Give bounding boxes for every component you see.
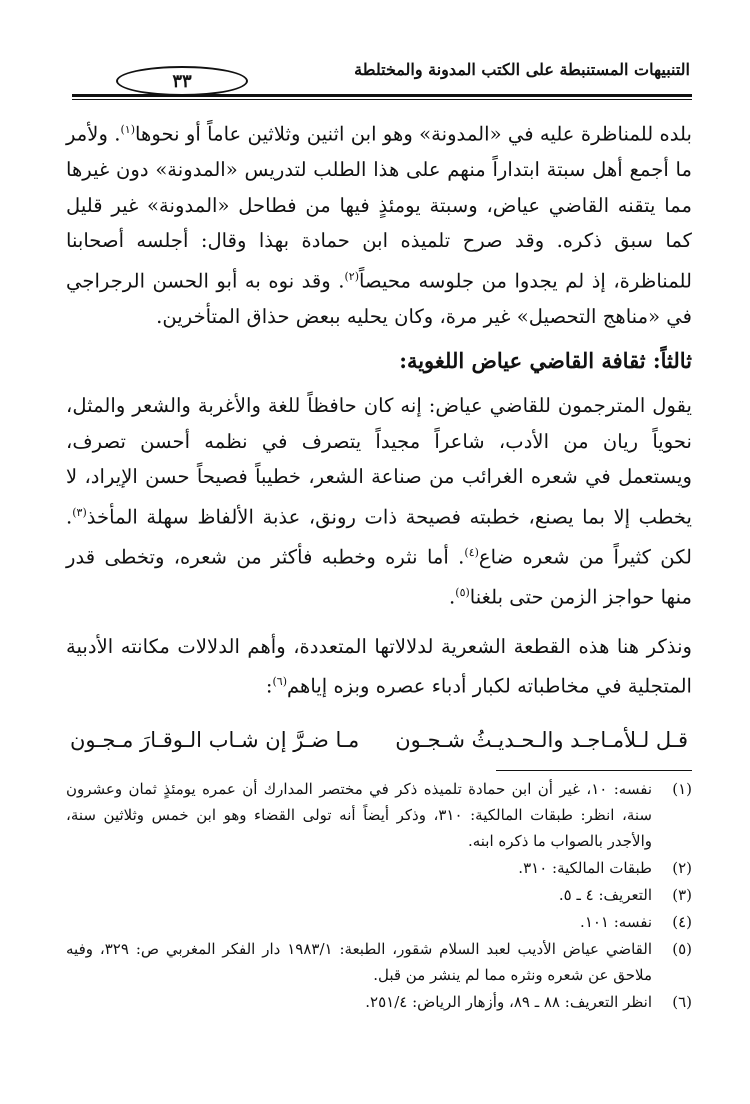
header-rule-thin: [72, 99, 692, 100]
paragraph-3: ونذكر هنا هذه القطعة الشعرية لدلالاتها المتعددة، وأهم الدلالات مكانته الأدبية المتجلية في مخاطباته لكبار أدباء عصره وبزه إياهم$^{(٦)}$:: [66, 634, 692, 698]
header-rule: [72, 94, 692, 97]
main-text: [66, 112, 692, 760]
footnote-4: (٤) نفسه: ١٠١.: [580, 913, 692, 931]
footnote-1: (١) نفسه: ١٠، غير أن ابن حمادة تلميذه ذكر في مختصر المدارك أن عمره يومئذٍ ثمان وعشرون سنة، انظر: طبقات المالكية: ٣١٠، وذكر أيضاً أنه تولى القضاء وهو ابن خمس وثلاثين سنة، والأجدر بالصواب ما ذكره ابنه.: [66, 780, 692, 850]
footnote-ref-1[interactable]: (١): [120, 123, 136, 136]
verse-first-hemistich: قـل لـلأمـاجـد والـحـديـثُ شـجـون: [395, 728, 688, 753]
footnote-2: (٢) طبقات المالكية: ٣١٠.: [518, 859, 692, 877]
footnote-ref-4[interactable]: (٤): [464, 545, 479, 559]
footnote-5: (٥) القاضي عياض الأديب لعبد السلام شقور، الطبعة: ١٩٨٣/١ دار الفكر المغربي ص: ٣٢٩، وفيه ملاحق عن شعره ونثره مما لم ينشر من قبل.: [66, 940, 692, 984]
verse-second-hemistich: مـا ضـرَّ إن شـاب الـوقـارَ مـجـون: [70, 728, 360, 753]
footnote-ref-5[interactable]: (٥): [455, 585, 470, 599]
page-header: [72, 56, 690, 96]
running-title: التنبيهات المستنبطة على الكتب المدونة والمختلطة: [354, 60, 690, 79]
footnote-6: (٦) انظر التعريف: ٨٨ ـ ٨٩، وأزهار الرياض: ٢٥١/٤.: [365, 993, 692, 1011]
page-number: ٣٣: [116, 66, 248, 96]
poem-verse: [66, 720, 692, 760]
section-heading: ثالثاً: ثقافة القاضي عياض اللغوية:: [399, 348, 692, 374]
footnote-3: (٣) التعريف: ٤ ـ ٥.: [558, 886, 692, 904]
paragraph-2: يقول المترجمون للقاضي عياض: إنه كان حافظاً للغة والأغربة والشعر والمثل، نحوياً ريان من الأدب، شاعراً مجيداً يتصرف في نظمه أحسن تصرف، ويستعمل في شعره الغرائب من صناعة الشعر، خطيباً فصيحاً حسن الإيراد، لا يخطب إلا بما يصنع، خطبته فصيحة ذات رونق، عذبة الألفاظ سهلة المأخذ$^{(٣)}$. لكن كثيراً من شعره ضاع$^{(٤)}$. أما نثره وخطبه فأكثر من شعره، وتخطى قدر منها حواجز الزمن حتى بلغنا$^{(٥)}$.: [66, 394, 692, 609]
footnote-separator: [496, 770, 692, 771]
footnotes: [66, 776, 692, 1016]
footnote-ref-6[interactable]: (٦): [272, 675, 288, 689]
footnote-ref-3[interactable]: (٣): [72, 505, 87, 519]
paragraph-1: بلده للمناظرة عليه في «المدونة» وهو ابن اثنين وثلاثين عاماً أو نحوها$^{(١)}$. ولأمر ما أجمع أهل سبتة ابتداراً منهم على هذا الطلب لتدريس «المدونة» دون غيرها مما يتقنه القاضي عياض، وسبتة يومئذٍ فيها من فطاحل «المدونة» غير قليل كما سبق ذكره. وقد صرح تلميذه ابن حمادة بهذا وقال: أجلسه أصحابنا للمناظرة، إذ لم يجدوا من جلوسه محيصاً$^{(٢)}$. وقد نوه به أبو الحسن الرجراجي في «مناهج التحصيل» غير مرة، وكان يحليه ببعض حذاق المتأخرين.: [66, 122, 692, 328]
footnote-ref-2[interactable]: (٢): [344, 269, 359, 283]
